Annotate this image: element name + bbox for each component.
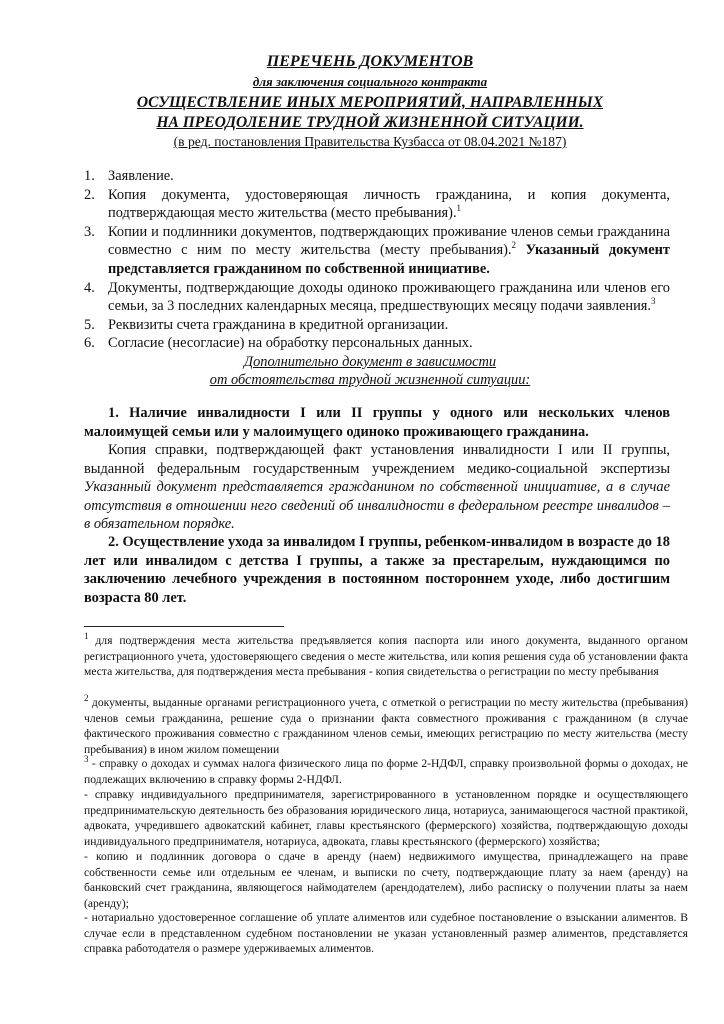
additional-heading-line1: Дополнительно документ в зависимости xyxy=(243,354,497,370)
list-item-number: 1. xyxy=(84,168,95,184)
list-item-text: Заявление. xyxy=(108,168,174,184)
list-item-text: Документы, подтверждающие доходы одиноко проживающего гражданина или членов его семьи, за 3 последних календарных месяца, предшествующих месяцу подачи заявления. xyxy=(108,279,670,315)
footnote-divider xyxy=(84,626,284,627)
footnote-ref: 3 xyxy=(651,296,656,307)
footnote-text: - справку о доходах и суммах налога физического лица по форме 2-НДФЛ, справку произвольной формы о доходах, не подлежащих включению в справку формы 2-НДФЛ. xyxy=(84,757,688,786)
document-heading-line2: НА ПРЕОДОЛЕНИЕ ТРУДНОЙ ЖИЗНЕННОЙ СИТУАЦИИ. xyxy=(156,114,584,131)
section-2-heading: 2. Осуществление ухода за инвалидом I группы, ребенком-инвалидом в возрасте до 18 лет или инвалидом с детства I группы, а также за престарелым, нуждающимся по заключению лечебного учреждения в постоянном постороннем уходе, либо достигшим возраста 80 лет. xyxy=(84,534,670,606)
list-item-text: Копия документа, удостоверяющая личность гражданина, и копия документа, подтверждающая место жительства (место пребывания). xyxy=(108,186,670,222)
footnote-2 xyxy=(84,695,688,757)
list-item-text: Согласие (несогласие) на обработку персональных данных. xyxy=(108,335,473,352)
document-edition-note: (в ред. постановления Правительства Кузбасса от 08.04.2021 №187) xyxy=(173,134,567,149)
list-item xyxy=(84,223,670,279)
additional-heading-line2: от обстоятельства трудной жизненной ситуации: xyxy=(209,372,531,388)
list-item-number: 3. xyxy=(84,223,95,240)
footnote-3 xyxy=(84,756,688,787)
list-item-text: Реквизиты счета гражданина в кредитной организации. xyxy=(108,316,449,333)
section-1-body xyxy=(84,441,670,534)
documents-list xyxy=(84,167,670,353)
list-item-text: Копии и подлинники документов, подтверждающих проживание членов семьи гражданина совместно с ним по месту жительства (месту пребывания). xyxy=(108,223,670,259)
footnote-text: для подтверждения места жительства предъявляется копия паспорта или иного документа, выданного органом регистрационного учета, удостоверяющего сведения о месте жительства, или копия решения суда об установлении факта места жительства, для подтверждения места пребывания - копия свидетельства о регистрации по месту пребывания xyxy=(84,634,688,679)
document-subtitle: для заключения социального контракта xyxy=(252,74,488,89)
footnote-marker: 2 xyxy=(84,693,89,704)
list-item xyxy=(84,334,670,353)
section-1-italic-note: Указанный документ представляется гражданином по собственной инициативе, а в случае отсутствия в отношении него сведений об инвалидности в федеральном реестре инвалидов – в обязательном порядке. xyxy=(84,479,670,533)
section-1-heading: 1. Наличие инвалидности I или II группы у одного или нескольких членов малоимущей семьи или у малоимущего одиноко проживающего гражданина. xyxy=(84,405,670,440)
document-title: ПЕРЕЧЕНЬ ДОКУМЕНТОВ xyxy=(266,53,474,70)
footnote-1 xyxy=(84,633,688,680)
list-item xyxy=(84,186,670,223)
list-item-number: 2. xyxy=(84,186,95,203)
document-heading-line1: ОСУЩЕСТВЛЕНИЕ ИНЫХ МЕРОПРИЯТИЙ, НАПРАВЛЕННЫХ xyxy=(136,94,604,111)
footnote-3-item: - справку индивидуального предпринимателя, зарегистрированного в установленном порядке и осуществляющего предпринимательскую деятельность без образования юридического лица, нотариуса, занимающегося частной практикой, адвоката, учредившего адвокатский кабинет, главы крестьянского (фермерского) хозяйства, подтверждающую доходы индивидуального предпринимателя, нотариуса, адвоката, главы крестьянского (фермерского) хозяйства; xyxy=(84,788,688,848)
list-item-bold-note: Указанный документ представляется гражданином по собственной инициативе. xyxy=(108,242,670,277)
footnote-marker: 1 xyxy=(84,631,89,642)
footnote-ref: 1 xyxy=(456,203,462,214)
list-item-number: 4. xyxy=(84,279,95,296)
list-item-number: 5. xyxy=(84,316,95,333)
footnote-3-item: - нотариально удостоверенное соглашение об уплате алиментов или судебное постановление о взыскании алиментов. В случае если в представленном судебном постановлении не указан установленный размер алиментов, представляется справка работодателя о размере удерживаемых алиментов. xyxy=(84,911,688,956)
footnote-marker: 3 xyxy=(84,754,89,765)
list-item xyxy=(84,279,670,316)
list-item-number: 6. xyxy=(84,335,95,352)
footnote-ref: 2 xyxy=(511,240,517,251)
list-item xyxy=(84,316,670,335)
section-1-text: Копия справки, подтверждающей факт установления инвалидности I или II группы, выданной федеральным государственным учреждением медико-социальной экспертизы xyxy=(84,442,670,477)
footnote-3-item: - копию и подлинник договора о сдаче в аренду (наем) недвижимого имущества, принадлежащего на праве собственности семье или отдельным ее членам, и выписки по счету, подтверждающие плату за наем (аренду) на банковский счет гражданина, являющегося наймодателем (арендодателем), либо расписку о получении платы за наем (аренду); xyxy=(84,850,688,910)
list-item xyxy=(84,167,670,186)
footnote-text: документы, выданные органами регистрационного учета, с отметкой о регистрации по месту жительства (пребывания) членов семьи гражданина, решение суда о признании факта совместного проживания с гражданином (в случае фактического проживания совместно с гражданином членов семьи, имеющих регистрацию по месту жительства (месту пребывания) в ином жилом помещении xyxy=(84,696,688,756)
